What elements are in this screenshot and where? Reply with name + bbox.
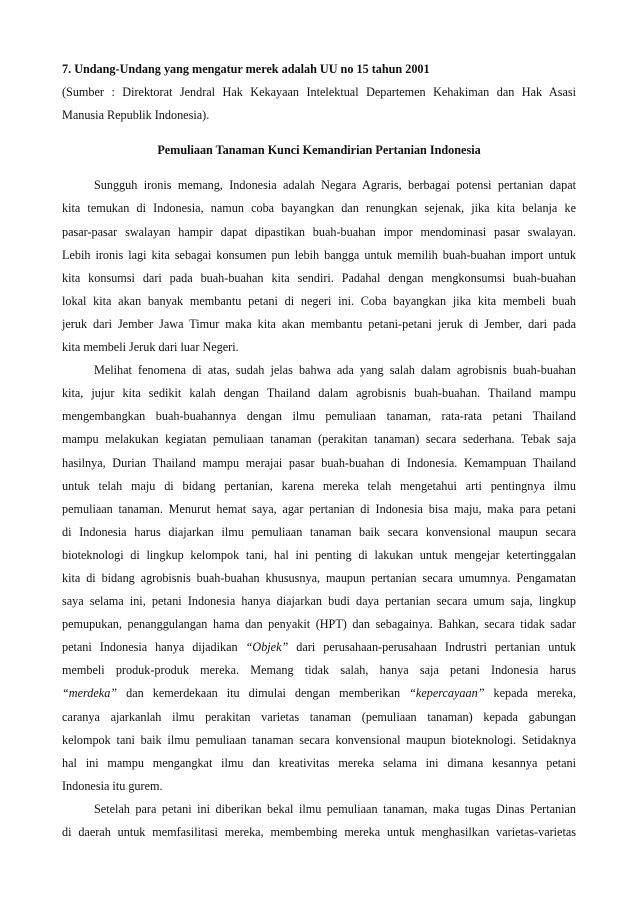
text-line: di daerah untuk memfasilitasi mereka, membembing mereka untuk menghasilkan varietas-varietas [62,825,576,839]
text-line [62,682,576,705]
text-line: bioteknologi di lingkup kelompok tani, hal ini penting di lakukan untuk mengejar ketertinggalan [62,547,576,562]
text-line: kita di bidang agrobisnis buah-buahan khususnya, maupun pertanian secara umumnya. Pengamatan [62,570,576,585]
text-line: Setelah para petani ini diberikan bekal ilmu pemuliaan tanaman, maka tugas Dinas Pertanian [94,801,576,816]
paragraph-1 [62,174,576,359]
text-line: kelompok tani baik ilmu pemuliaan tanaman secara konvensional maupun bioteknologi. Setidaknya [62,732,576,747]
text-line: kita temukan di Indonesia, namun coba bayangkan dan renungkan sejenak, jika kita belanja ke [62,201,576,216]
text-line: kita membeli Jeruk dari luar Negeri. [62,340,239,355]
text-line: kita konsumsi dari pada buah-buahan kita sendiri. Padahal dengan mengkonsumsi buah-buahan [62,270,576,285]
text-line: kita, jujur kita sedikit kalah dengan Thailand dalam agrobisnis buah-buahan. Thailand mampu [62,386,576,401]
source-line: Manusia Republik Indonesia). [62,108,210,123]
document-page [62,58,576,844]
question-heading: 7. Undang-Undang yang mengatur merek adalah UU no 15 tahun 2001 [62,62,430,76]
text-line: pemupukan, penanggulangan hama dan penyakit (HPT) dan sebagainya. Bahkan, secara tidak sadar [62,617,576,632]
text-line [62,636,576,659]
text-line: untuk telah maju di bidang pertanian, karena mereka telah mengetahui arti pentingnya ilmu [62,478,576,493]
italic-objek: “Objek” [245,640,289,655]
text-span: dari perusahaan-perusahaan Indrustri pertanian untuk [288,640,576,655]
italic-kepercayaan: “kepercayaan” [409,686,485,701]
text-line: mampu melakukan kegiatan pemuliaan tanaman (perakitan tanaman) secara sederhana. Tebak saja [62,432,576,447]
text-line: Sungguh ironis memang, Indonesia adalah Negara Agraris, berbagai potensi pertanian dapat [94,178,576,193]
text-line: pasar-pasar swalayan hampir dapat dipastikan buah-buahan impor mendominasi pasar swalayan. [62,224,576,239]
text-span: dan kemerdekaan itu dimulai dengan memberikan [117,686,410,701]
text-line: mengembangkan buah-buahannya dengan ilmu pemuliaan tanaman, rata-rata petani Thailand [62,409,576,424]
text-line: jeruk dari Jember Jawa Timur maka kita akan membantu petani-petani jeruk di Jember, dari pada [62,316,576,331]
text-line: saya selama ini, petani Indonesia hanya diajarkan budi daya pertanian secara umum saja, lingkup [62,594,576,609]
text-span: kepada mereka, [484,686,576,701]
text-span: petani Indonesia hanya dijadikan [62,640,246,655]
text-line: hal ini mampu mengangkat ilmu dan kreativitas mereka selama ini dimana kesannya petani [62,755,576,770]
text-line: Lebih ironis lagi kita sebagai konsumen pun lebih bangga untuk memilih buah-buahan import untuk [62,247,576,262]
text-line: caranya ajarkanlah ilmu perakitan varietas tanaman (pemuliaan tanaman) kepada gabungan [62,709,576,724]
text-line: Indonesia itu gurem. [62,778,163,793]
article-title: Pemuliaan Tanaman Kunci Kemandirian Pertanian Indonesia [157,143,481,158]
paragraph-2 [62,359,576,798]
text-line: pemuliaan tanaman. Menurut hemat saya, agar pertanian di Indonesia bisa maju, maka para petani [62,501,576,516]
text-line: lokal kita akan banyak membantu petani di negeri ini. Coba bayangkan jika kita membeli buah [62,293,576,308]
source-line: (Sumber : Direktorat Jendral Hak Kekayaan Intelektual Departemen Kehakiman dan Hak Asasi [62,85,576,100]
text-line: membeli produk-produk mereka. Memang tidak salah, hanya saja petani Indonesia harus [62,663,576,678]
text-line: Melihat fenomena di atas, sudah jelas bahwa ada yang salah dalam agrobisnis buah-buahan [94,363,576,378]
paragraph-3 [62,798,576,844]
italic-merdeka: “merdeka” [62,686,118,701]
text-line: hasilnya, Durian Thailand mampu merajai pasar buah-buahan di Indonesia. Kemampuan Thailand [62,455,576,470]
text-line: di Indonesia harus diajarkan ilmu pemuliaan tanaman baik secara konvensional maupun secara [62,524,576,539]
